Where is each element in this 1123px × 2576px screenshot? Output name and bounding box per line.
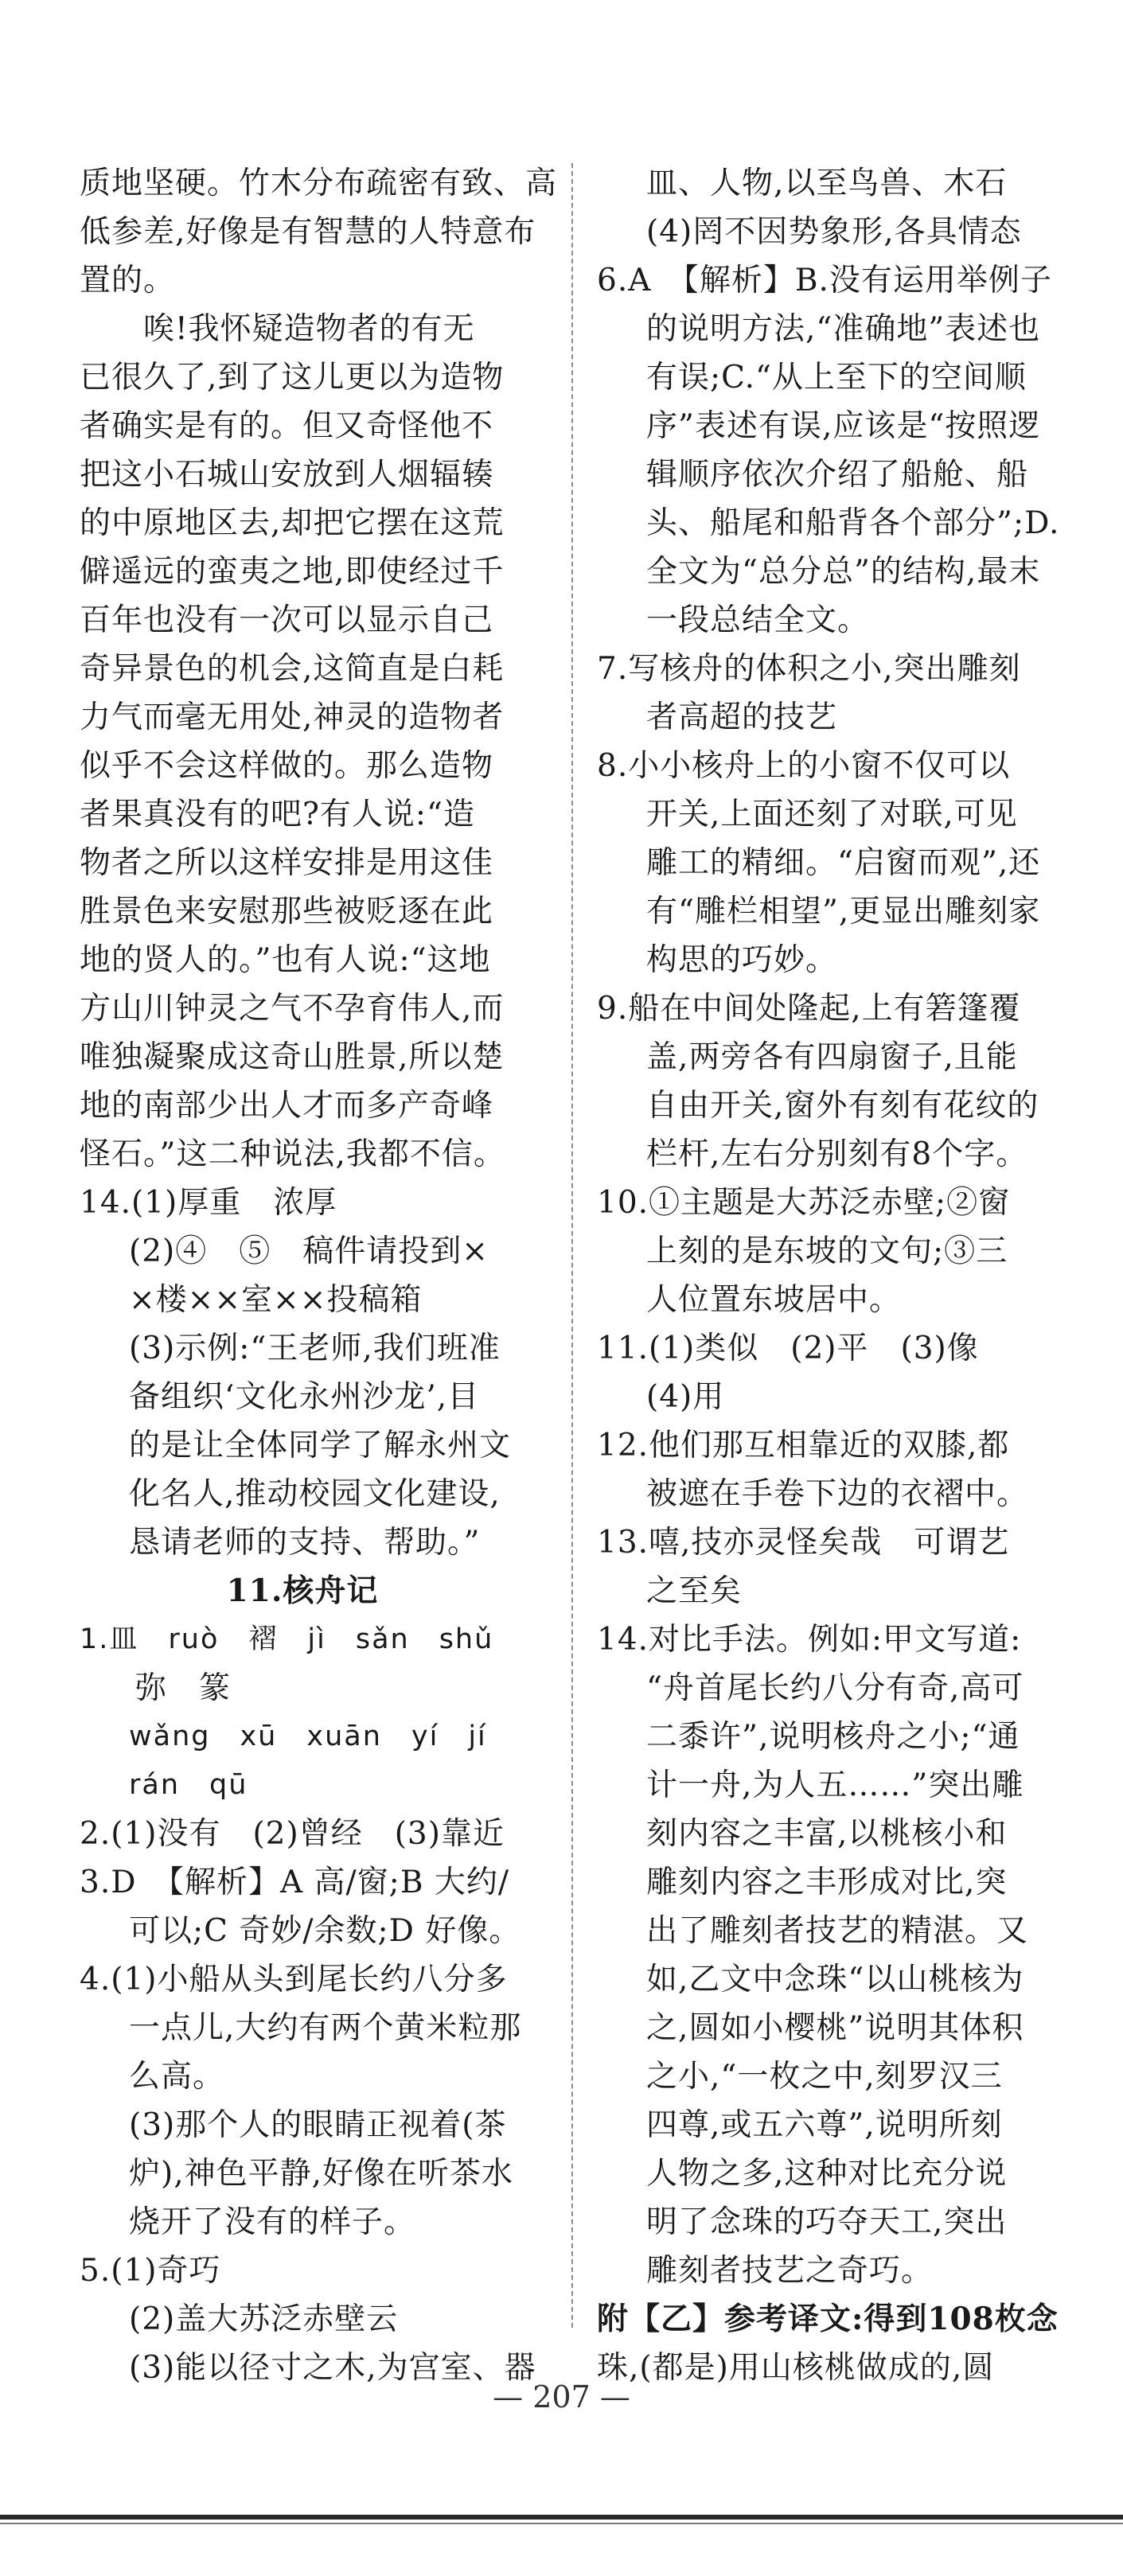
pinyin-line: rán qū	[129, 1769, 248, 1801]
answer-3: 3.D 【解析】A 高/窗;B 大约/	[80, 1865, 510, 1900]
text-line: 之至矣	[646, 1573, 743, 1609]
text-line: 上刻的是东坡的文句;③三	[646, 1233, 1008, 1269]
answer-12: 12.他们那互相靠近的双膝,都	[597, 1428, 1010, 1463]
text-line: 么高。	[129, 2059, 225, 2095]
text-line: (3)那个人的眼睛正视着(茶	[129, 2107, 507, 2143]
answer-14: 14.对比手法。例如:甲文写道:	[597, 1622, 1022, 1658]
text-line: 物者之所以这样安排是用这佳	[80, 845, 494, 881]
text-line: 地的南部少出人才而多产奇峰	[80, 1088, 494, 1124]
text-line: 被遮在手卷下边的衣褶中。	[646, 1476, 1029, 1512]
text-line: 有“雕栏相望”,更显出雕刻家	[646, 894, 1041, 929]
text-line: 四尊,或五六尊”,说明所刻	[646, 2107, 1003, 2143]
bottom-border	[0, 2515, 1123, 2519]
text-line: 方山川钟灵之气不孕育伟人,而	[80, 991, 505, 1027]
text-line: 备组织‘文化永州沙龙’,目	[129, 1379, 480, 1415]
text-line: 之小,“一枚之中,刻罗汉三	[646, 2059, 1003, 2095]
text-line: 奇异景色的机会,这简直是白耗	[80, 651, 505, 687]
text-line: 雕刻内容之丰形成对比,突	[646, 1865, 1008, 1900]
text-line: 似乎不会这样做的。那么造物	[80, 748, 494, 784]
text-line: 烧开了没有的样子。	[129, 2204, 416, 2240]
text-line: 计一舟,为人五……”突出雕	[646, 1767, 1024, 1803]
left-column	[80, 159, 558, 2392]
text-line: 唯独凝聚成这奇山胜景,所以楚	[80, 1039, 505, 1075]
pinyin-line: wǎng xū xuān yí jí	[129, 1721, 487, 1752]
page-number: — 207 —	[493, 2379, 630, 2414]
section-title: 11.核舟记	[226, 1572, 379, 1609]
text-line: 弥 篆	[135, 1670, 232, 1706]
text-line: 头、船尾和船背各个部分”;D.	[646, 505, 1060, 541]
text-line: 的说明方法,“准确地”表述也	[646, 311, 1041, 347]
text-line: 的中原地区去,却把它摆在这荒	[80, 505, 505, 541]
text-line: 人物之多,这种对比充分说	[646, 2156, 1008, 2192]
text-line: 刻内容之丰富,以桃核小和	[646, 1816, 1008, 1852]
answer-11: 11.(1)类似 (2)平 (3)像	[597, 1331, 979, 1366]
text-line: 者确实是有的。但又奇怪他不	[80, 408, 494, 444]
text-line: 开关,上面还刻了对联,可见	[646, 797, 1018, 832]
text-line: 把这小石城山安放到人烟辐辏	[80, 457, 494, 493]
text-line: 一点儿,大约有两个黄米粒那	[129, 2010, 522, 2046]
bottom-border-thin	[0, 2523, 1123, 2524]
text-line: 者高超的技艺	[646, 700, 838, 735]
text-line: 自由开关,窗外有刻有花纹的	[646, 1088, 1039, 1124]
pinyin-line: 1.皿 ruò 褶 jì sǎn shǔ	[80, 1623, 494, 1655]
text-line: 构思的巧妙。	[646, 942, 838, 978]
text-line: 的是让全体同学了解永州文	[129, 1428, 512, 1463]
text-line: 二黍许”,说明核舟之小;“通	[646, 1719, 1020, 1755]
text-line: 出了雕刻者技艺的精湛。又	[646, 1913, 1029, 1949]
text-line: 胜景色来安慰那些被贬逐在此	[80, 894, 494, 929]
text-line: “舟首尾长约八分有奇,高可	[646, 1670, 1024, 1706]
text-line: 辑顺序依次介绍了船舱、船	[646, 457, 1029, 493]
text-line: 化名人,推动校园文化建设,	[129, 1476, 501, 1512]
column-divider	[571, 163, 573, 2328]
text-line: 怪石。”这二种说法,我都不信。	[80, 1136, 505, 1172]
text-line: 一段总结全文。	[646, 602, 870, 638]
text-line: 僻遥远的蛮夷之地,即使经过千	[80, 554, 505, 590]
answer-5: 5.(1)奇巧	[80, 2253, 221, 2289]
text-line: 质地坚硬。竹木分布疏密有致、高	[80, 166, 558, 201]
text-line: (4)罔不因势象形,各具情态	[646, 214, 1022, 250]
text-line: 皿、人物,以至鸟兽、木石	[646, 166, 1008, 201]
text-line: 恳请老师的支持、帮助。”	[129, 1525, 481, 1561]
text-line: 雕工的精细。“启窗而观”,还	[646, 845, 1041, 881]
answer-8: 8.小小核舟上的小窗不仅可以	[597, 748, 1011, 784]
text-line: 序”表述有误,应该是“按照逻	[646, 408, 1041, 444]
text-line: 低参差,好像是有智慧的人特意布	[80, 214, 536, 250]
answer-14: 14.(1)厚重 浓厚	[80, 1185, 337, 1221]
text-line: (2)④ ⑤ 稿件请投到×	[129, 1233, 489, 1269]
text-line: 人位置东坡居中。	[646, 1282, 902, 1318]
page-number-value: 207	[532, 2379, 591, 2414]
answer-4: 4.(1)小船从头到尾长约八分多	[80, 1962, 508, 1997]
answer-6: 6.A 【解析】B.没有运用举例子	[597, 263, 1052, 298]
text-line: 全文为“总分总”的结构,最末	[646, 554, 1041, 590]
text-line: 盖,两旁各有四扇窗子,且能	[646, 1039, 1018, 1075]
text-line: 明了念珠的巧夺天工,突出	[646, 2204, 1008, 2240]
text-line: ×楼××室××投稿箱	[129, 1282, 423, 1318]
text-line: (4)用	[646, 1379, 725, 1415]
answer-2: 2.(1)没有 (2)曾经 (3)靠近	[80, 1816, 505, 1852]
answer-13: 13.嘻,技亦灵怪矣哉 可谓艺	[597, 1525, 1010, 1561]
text-line: 雕刻者技艺之奇巧。	[646, 2253, 934, 2289]
text-line: 栏杆,左右分别刻有8个字。	[646, 1136, 1028, 1172]
text-line: 百年也没有一次可以显示自己	[80, 602, 494, 638]
text-line: (2)盖大苏泛赤壁云	[129, 2301, 399, 2337]
text-line: 者果真没有的吧?有人说:“造	[80, 797, 475, 832]
text-line: 置的。	[80, 263, 176, 298]
text-line: 可以;C 奇妙/余数;D 好像。	[129, 1913, 521, 1949]
text-line: 珠,(都是)用山核桃做成的,圆	[597, 2350, 995, 2386]
answer-7: 7.写核舟的体积之小,突出雕刻	[597, 651, 1021, 687]
text-line: 力气而毫无用处,神灵的造物者	[80, 700, 505, 735]
text-line: 地的贤人的。”也有人说:“这地	[80, 942, 491, 978]
answer-10: 10.①主题是大苏泛赤壁;②窗	[597, 1185, 1011, 1221]
text-line: (3)示例:“王老师,我们班准	[129, 1331, 501, 1366]
text-line: 炉),神色平静,好像在听茶水	[129, 2156, 514, 2192]
text-line: 有误;C.“从上至下的空间顺	[646, 360, 1027, 396]
translation-heading-line: 附【乙】参考译文:得到108枚念	[597, 2301, 1059, 2337]
answer-9: 9.船在中间处隆起,上有箬篷覆	[597, 991, 1021, 1027]
text-line: (3)能以径寸之木,为宫室、器	[129, 2350, 536, 2386]
text-line: 如,乙文中念珠“以山桃核为	[646, 1962, 1024, 1997]
right-column	[597, 159, 1074, 2392]
text-line: 已很久了,到了这儿更以为造物	[80, 360, 505, 396]
text-line: 唉!我怀疑造物者的有无	[143, 311, 475, 347]
text-line: 之,圆如小樱桃”说明其体积	[646, 2010, 1024, 2046]
